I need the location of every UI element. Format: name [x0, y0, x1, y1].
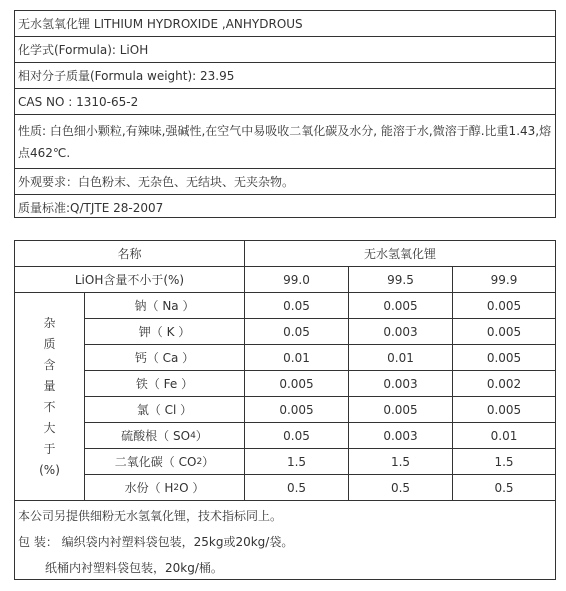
impurity-name: 氯（ Cl ） [85, 397, 245, 423]
cas-number: CAS NO : 1310-65-2 [15, 89, 555, 115]
impurity-value: 0.003 [349, 423, 453, 449]
impurity-value: 1.5 [349, 449, 453, 475]
impurity-value: 0.005 [349, 397, 453, 423]
fine-powder-note: 本公司另提供细粉无水氢氧化锂，技术指标同上。 [18, 509, 283, 523]
impurity-value: 0.005 [453, 345, 555, 371]
impurity-value: 0.005 [453, 293, 555, 319]
grade-cell: 99.0 [245, 267, 349, 293]
impurity-value: 0.5 [453, 475, 555, 501]
quality-standard: 质量标准:Q/TJTE 28-2007 [18, 201, 164, 215]
impurity-value: 1.5 [453, 449, 555, 475]
name-header: 名称 [15, 241, 245, 267]
impurity-value: 0.002 [453, 371, 555, 397]
impurity-value: 0.005 [453, 397, 555, 423]
packaging-note: 包 装： 编织袋内衬塑料袋包装，25kg或20kg/袋。 [18, 535, 294, 549]
impurity-value: 0.005 [245, 371, 349, 397]
specification-table [14, 240, 556, 580]
impurity-value: 0.5 [349, 475, 453, 501]
product-title: 无水氢氧化锂 LITHIUM HYDROXIDE ,ANHYDROUS [15, 11, 555, 37]
packaging-note-2: 纸桶内衬塑料袋包装，20kg/桶。 [45, 561, 223, 575]
impurity-value: 0.005 [245, 397, 349, 423]
chemical-formula: 化学式(Formula): LiOH [15, 37, 555, 63]
impurity-value: 0.01 [245, 345, 349, 371]
impurity-name: 钙（ Ca ） [85, 345, 245, 371]
formula-weight: 相对分子质量(Formula weight): 23.95 [15, 63, 555, 89]
impurity-name: 钾（ K ） [85, 319, 245, 345]
impurity-value: 0.005 [349, 293, 453, 319]
impurity-value: 0.005 [453, 319, 555, 345]
grade-cell: 99.5 [349, 267, 453, 293]
impurity-name: 钠（ Na ） [85, 293, 245, 319]
impurity-value: 0.003 [349, 319, 453, 345]
impurity-value: 0.01 [453, 423, 555, 449]
grade-cell: 99.9 [453, 267, 555, 293]
impurity-value: 0.01 [349, 345, 453, 371]
impurity-label: 杂 质 含 量 不 大 于 (%) [15, 293, 85, 501]
impurity-value: 0.5 [245, 475, 349, 501]
impurity-value: 1.5 [245, 449, 349, 475]
impurity-value: 0.05 [245, 293, 349, 319]
content-label: LiOH含量不小于(%) [15, 267, 245, 293]
product-header: 无水氢氧化锂 [245, 241, 555, 267]
impurity-name: 硫酸根（ SO 4 ） [85, 423, 245, 449]
impurity-value: 0.05 [245, 319, 349, 345]
impurity-value: 0.05 [245, 423, 349, 449]
impurity-name: 水份（ H 2 O ） [85, 475, 245, 501]
impurity-value: 0.003 [349, 371, 453, 397]
properties: 性质: 白色细小颗粒,有辣味,强碱性,在空气中易吸收二氧化碳及水分, 能溶于水,微溶于醇.比重1.43,熔点462℃. [15, 115, 555, 169]
impurity-name: 铁（ Fe ） [85, 371, 245, 397]
product-info-table [14, 10, 556, 218]
appearance-requirement: 外观要求：白色粉末、无杂色、无结块、无夹杂物。 [15, 169, 555, 195]
impurity-name: 二氧化碳（ CO 2 ） [85, 449, 245, 475]
